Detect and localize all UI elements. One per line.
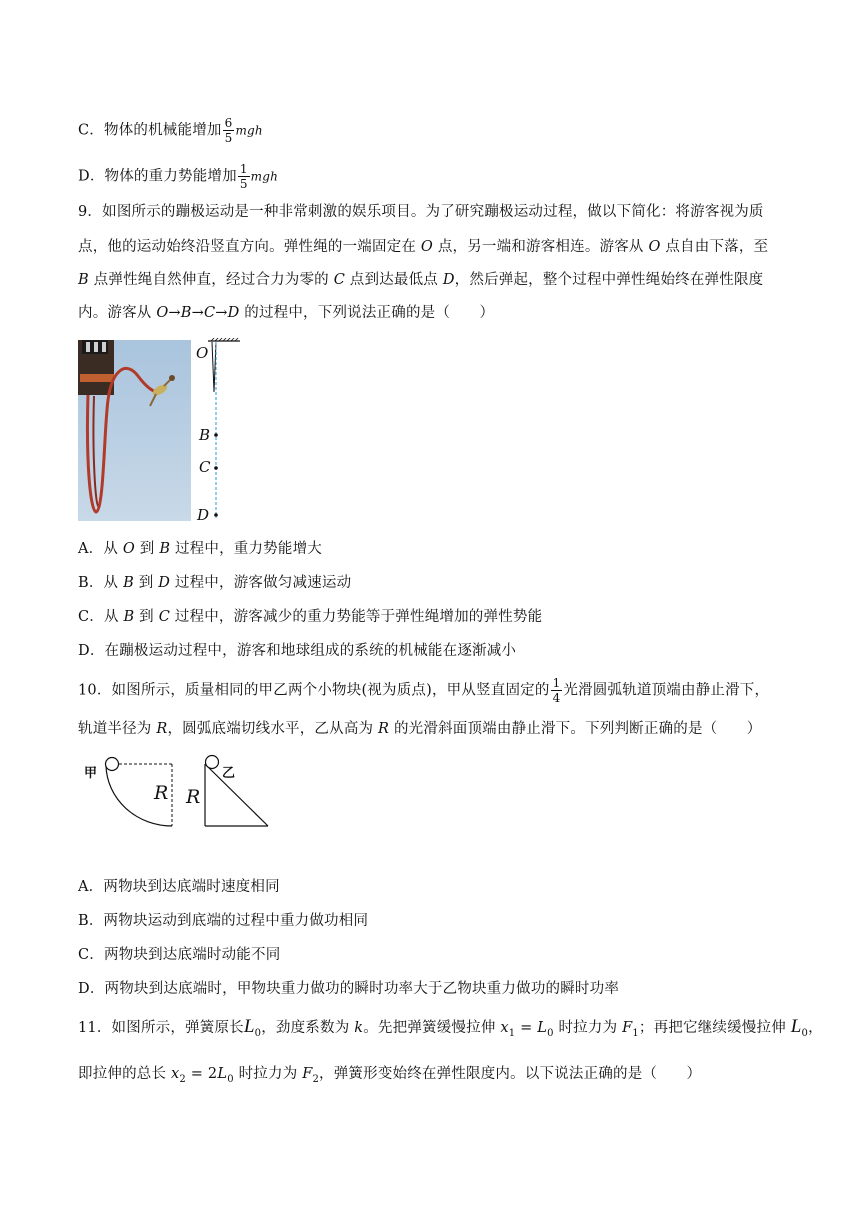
q10-figure <box>84 752 284 832</box>
q9-option-a: A．从 O 到 B 过程中，重力势能增大 <box>78 541 322 557</box>
q10-option-c: C．两物块到达底端时动能不同 <box>78 947 281 963</box>
label-d: D <box>197 506 210 524</box>
q9-option-c: C．从 B 到 C 过程中，游客减少的重力势能等于弹性绳增加的弹性势能 <box>78 609 543 625</box>
point-b <box>214 433 218 437</box>
bungee-photo <box>78 340 191 521</box>
q11-stem-line-1: 11．如图所示，弹簧原长$L_0$，劲度系数为 k。先把弹簧缓慢拉伸 $x_1 = L_0$ 时拉力为 $F_1$；再把它继续缓慢拉伸 $L_0$， <box>78 1016 823 1039</box>
point-c <box>214 466 218 470</box>
q9-stem-line-1: 9．如图所示的蹦极运动是一种非常刺激的娱乐项目。为了研究蹦极运动过程，做以下简化：将游客视为质 <box>78 204 764 220</box>
q10-option-b: B．两物块运动到底端的过程中重力做功相同 <box>78 913 369 929</box>
label-r-arc: R <box>154 782 169 804</box>
q8-option-c: C．物体的机械能增加 $\frac{6}{5}$ mgh <box>78 116 263 145</box>
label-c: C <box>199 458 211 476</box>
q10-figure-drawing <box>84 752 284 832</box>
q9-stem-line-4: 内。游客从 O→B→C→D 的过程中，下列说法正确的是（ ） <box>78 305 495 321</box>
q9-option-d: D．在蹦极运动过程中，游客和地球组成的系统的机械能在逐渐减小 <box>78 643 517 659</box>
q10-option-a: A．两物块到达底端时速度相同 <box>78 879 280 895</box>
q9-stem-line-2: 点，他的运动始终沿竖直方向。弹性绳的一端固定在 O 点，另一端和游客相连。游客从 O 点自由下落，至 <box>78 239 769 255</box>
label-o: O <box>196 344 209 362</box>
label-jia: 甲 <box>84 766 98 781</box>
q10-option-d: D．两物块到达底端时，甲物块重力做功的瞬时功率大于乙物块重力做功的瞬时功率 <box>78 981 620 997</box>
q8-option-d: D．物体的重力势能增加 $\frac{1}{5}$ mgh <box>78 162 279 191</box>
q10-stem-line-2: 轨道半径为 R，圆弧底端切线水平，乙从高为 R 的光滑斜面顶端由静止滑下。下列判断正确的是（ ） <box>78 721 762 737</box>
point-d <box>214 513 218 517</box>
q9-stem-line-3: B 点弹性绳自然伸直，经过合力为零的 C 点到达最低点 D，然后弹起，整个过程中弹性绳始终在弹性限度 <box>78 272 764 288</box>
label-b: B <box>199 426 211 444</box>
q8-option-c-fraction: $\frac{6}{5}$ <box>224 116 233 145</box>
q9-option-b: B．从 B 到 D 过程中，游客做匀减速运动 <box>78 575 352 591</box>
bungee-photo-drawing <box>78 340 191 521</box>
q11-stem-line-2: 即拉伸的总长 $x_2 = 2L_0$ 时拉力为 $F_2$，弹簧形变始终在弹性限度内。以下说法正确的是（ ） <box>78 1066 702 1085</box>
q10-stem-line-1: 10．如图所示，质量相同的甲乙两个小物块(视为质点)，甲从竖直固定的 $\frac{1}{4}$ 光滑圆弧轨道顶端由静止滑下， <box>78 676 770 705</box>
q8-option-d-fraction: $\frac{1}{5}$ <box>239 162 248 191</box>
label-r-slope: R <box>186 786 201 808</box>
bungee-schematic <box>194 338 254 524</box>
q10-quarter-fraction: $\frac{1}{4}$ <box>552 676 561 705</box>
label-yi: 乙 <box>222 766 236 781</box>
